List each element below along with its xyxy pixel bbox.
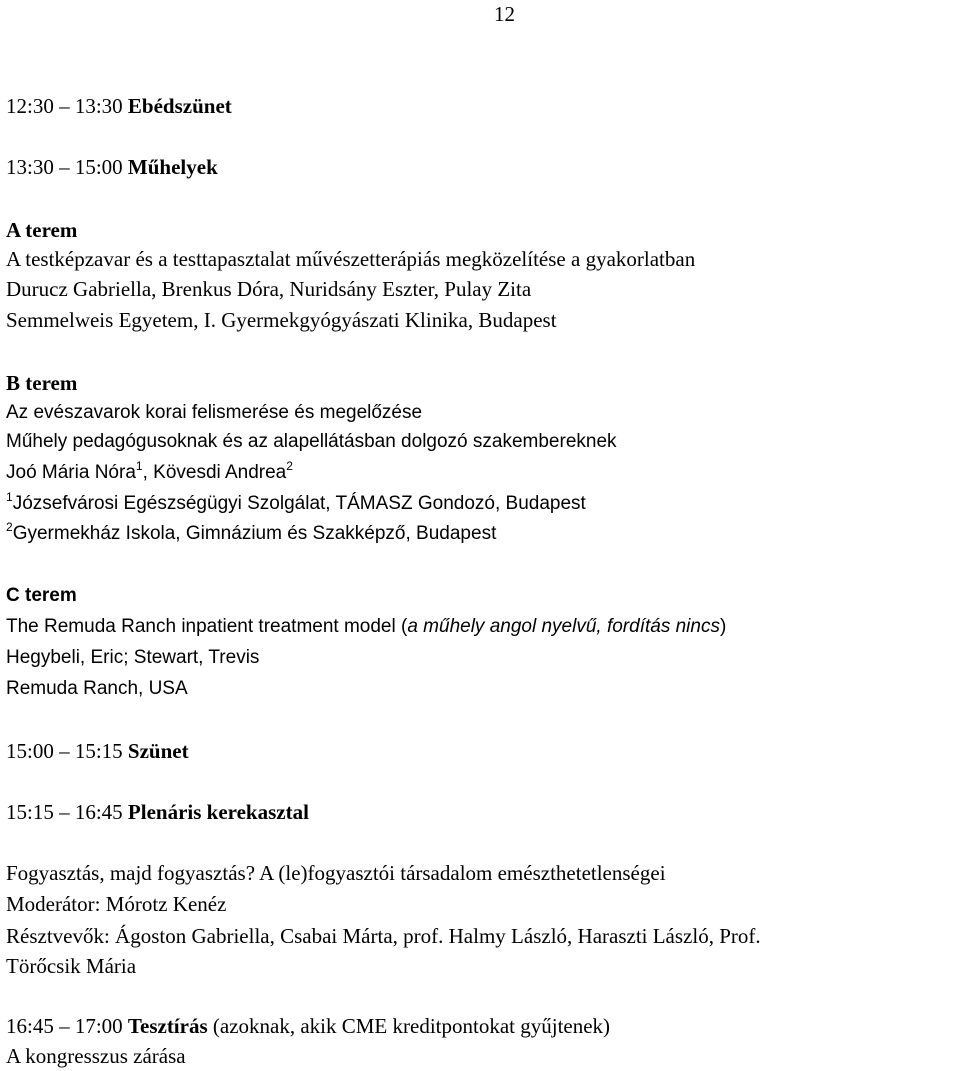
room-a-title: A testképzavar és a testtapasztalat művészetterápiás megközelítése a gyakorlatban <box>6 247 696 271</box>
workshops-title: Műhelyek <box>127 155 218 179</box>
room-a-affiliation: Semmelweis Egyetem, I. Gyermekgyógyászati Klinika, Budapest <box>6 308 557 332</box>
page-number: 12 <box>494 2 515 26</box>
lunch-time: 12:30 – 13:30 <box>6 94 123 118</box>
room-b-author1: Joó Mária Nóra <box>6 462 136 483</box>
room-c-title-italic: a műhely angol nyelvű, fordítás nincs <box>407 616 720 637</box>
workshops-row <box>6 154 218 180</box>
test-title: Tesztírás <box>127 1014 208 1038</box>
test-row <box>6 1013 610 1039</box>
workshops-time: 13:30 – 15:00 <box>6 155 123 179</box>
room-b-affiliation-1 <box>6 491 586 517</box>
room-b-heading: B terem <box>6 371 78 395</box>
plenary-row <box>6 799 309 825</box>
room-b-aff2-sup: 2 <box>6 520 13 534</box>
room-c-title-plain: The Remuda Ranch inpatient treatment model ( <box>6 616 408 637</box>
room-b-affiliation-2 <box>6 521 496 547</box>
room-b-aff1-sup: 1 <box>6 490 13 504</box>
plenary-participants-1: Résztvevők: Ágoston Gabriella, Csabai Márta, prof. Halmy László, Haraszti László, Prof. <box>6 924 761 948</box>
room-c-title-close: ) <box>719 616 727 637</box>
room-b-authors <box>6 460 293 486</box>
room-b-author2-sup: 2 <box>286 459 293 473</box>
plenary-title: Plenáris kerekasztal <box>127 800 309 824</box>
room-b-author2: Kövesdi Andrea <box>153 462 287 483</box>
room-b-aff2: Gyermekház Iskola, Gimnázium és Szakképző, Budapest <box>12 523 497 544</box>
lunch-row <box>6 93 232 119</box>
room-b-author-sep: , <box>142 462 154 483</box>
room-a-heading: A terem <box>6 218 78 242</box>
room-c-heading: C terem <box>6 585 77 606</box>
break-title: Szünet <box>127 739 189 763</box>
room-c-affiliation: Remuda Ranch, USA <box>6 678 188 699</box>
plenary-moderator: Moderátor: Mórotz Kenéz <box>6 892 227 916</box>
break-time: 15:00 – 15:15 <box>6 739 123 763</box>
room-b-subtitle: Műhely pedagógusoknak és az alapellátásban dolgozó szakembereknek <box>6 431 617 452</box>
room-c-title <box>6 614 726 640</box>
plenary-participants-2: Törőcsik Mária <box>6 954 137 978</box>
closing: A kongresszus zárása <box>6 1044 186 1068</box>
room-b-aff1: Józsefvárosi Egészségügyi Szolgálat, TÁMASZ Gondozó, Budapest <box>12 493 586 514</box>
plenary-topic: Fogyasztás, majd fogyasztás? A (le)fogyasztói társadalom emészthetetlenségei <box>6 861 666 885</box>
room-b-author1-sup: 1 <box>135 459 143 473</box>
lunch-title: Ebédszünet <box>127 94 232 118</box>
room-c-authors: Hegybeli, Eric; Stewart, Trevis <box>6 647 260 668</box>
test-time: 16:45 – 17:00 <box>6 1014 123 1038</box>
test-note: (azoknak, akik CME kreditpontokat gyűjtenek) <box>207 1014 611 1038</box>
room-b-title: Az evészavarok korai felismerése és megelőzése <box>6 402 423 423</box>
plenary-time: 15:15 – 16:45 <box>6 800 123 824</box>
break-row <box>6 738 189 764</box>
room-a-authors: Durucz Gabriella, Brenkus Dóra, Nuridsány Eszter, Pulay Zita <box>6 277 532 301</box>
